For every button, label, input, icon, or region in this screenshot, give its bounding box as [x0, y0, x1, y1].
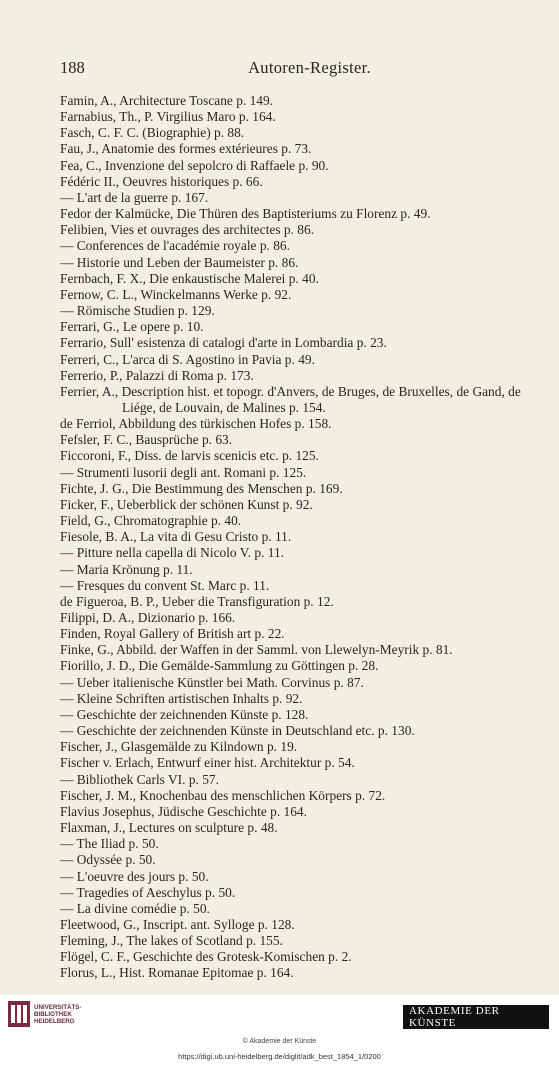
- index-entry: Fau, J., Anatomie des formes extérieures p. 73.: [60, 141, 312, 157]
- index-entry: Fédéric II., Oeuvres historiques p. 66.: [60, 173, 263, 189]
- index-entry: Fleming, J., The lakes of Scotland p. 155.: [60, 933, 283, 949]
- index-entry: Field, G., Chromatographie p. 40.: [60, 513, 242, 529]
- index-entry: — Geschichte der zeichnenden Künste in Deutschland etc. p. 130.: [60, 723, 415, 739]
- index-entry: — L'art de la guerre p. 167.: [60, 189, 209, 205]
- logo-line: UNIVERSITÄTS-: [34, 1003, 82, 1011]
- index-entry: Finden, Royal Gallery of British art p. 22.: [60, 626, 285, 642]
- index-entry: — Historie und Leben der Baumeister p. 86.: [60, 254, 299, 270]
- index-entry: Flögel, C. F., Geschichte des Grotesk-Komischen p. 2.: [60, 949, 352, 965]
- index-entry: Fernow, C. L., Winckelmanns Werke p. 92.: [60, 286, 292, 302]
- index-entry: Ferrari, G., Le opere p. 10.: [60, 319, 204, 335]
- akademie-logo-text: AKADEMIE DER KÜNSTE: [402, 1003, 550, 1031]
- library-logo-icon: [8, 1001, 30, 1027]
- index-entry: Fichte, J. G., Die Bestimmung des Menschen p. 169.: [60, 480, 343, 496]
- index-entry: — Fresques du convent St. Marc p. 11.: [60, 577, 270, 593]
- index-entry: — La divine comédie p. 50.: [60, 900, 210, 916]
- index-entry: Fernbach, F. X., Die enkaustische Malerei p. 40.: [60, 270, 319, 286]
- index-entry: Florus, L., Hist. Romanae Epitomae p. 164.: [60, 965, 294, 981]
- index-entry: Fedor der Kalmücke, Die Thüren des Baptisteriums zu Florenz p. 49.: [60, 206, 431, 222]
- index-entry: Ferrario, Sull' esistenza di catalogi d'arte in Lombardia p. 23.: [60, 335, 387, 351]
- index-entry: — The Iliad p. 50.: [60, 836, 159, 852]
- index-entry: Famin, A., Architecture Toscane p. 149.: [60, 93, 274, 108]
- logo-line: HEIDELBERG: [34, 1017, 75, 1025]
- index-entry: — Maria Krönung p. 11.: [60, 561, 193, 577]
- index-entry: Ferrerio, P., Palazzi di Roma p. 173.: [60, 367, 254, 383]
- index-entry: Ficker, F., Ueberblick der schönen Kunst p. 92.: [60, 496, 313, 512]
- index-entry: — L'oeuvre des jours p. 50.: [60, 868, 209, 884]
- running-title: Autoren-Register.: [248, 58, 371, 77]
- index-entry: — Römische Studien p. 129.: [60, 303, 215, 319]
- index-entry: Fiesole, B. A., La vita di Gesu Cristo p. 11.: [60, 529, 292, 545]
- index-entry: Fefsler, F. C., Bausprüche p. 63.: [60, 432, 233, 448]
- index-entry: Ferreri, C., L'arca di S. Agostino in Pavia p. 49.: [60, 351, 315, 367]
- page-header: [60, 58, 499, 80]
- index-entry: Farnabius, Th., P. Virgilius Maro p. 164.: [60, 109, 276, 125]
- index-entry: Ferrier, A., Description hist. et topogr. d'Anvers, de Bruges, de Bruxelles, de Gand, de Liége, de Louvain, de Malines p. 154.: [60, 383, 521, 415]
- index-entry: — Strumenti lusorii degli ant. Romani p. 125.: [60, 464, 307, 480]
- index-entry: Flaxman, J., Lectures on sculpture p. 48.: [60, 820, 278, 836]
- index-entry: — Kleine Schriften artistischen Inhalts p. 92.: [60, 690, 303, 706]
- logo-line: BIBLIOTHEK: [34, 1010, 72, 1018]
- akademie-logo[interactable]: [402, 1005, 550, 1029]
- index-entry: — Bibliothek Carls VI. p. 57.: [60, 771, 219, 787]
- index-entry: Flavius Josephus, Jüdische Geschichte p. 164.: [60, 803, 307, 819]
- index-entry: Fischer v. Erlach, Entwurf einer hist. Architektur p. 54.: [60, 755, 355, 771]
- copyright-notice: © Akademie der Künste: [242, 1038, 317, 1045]
- index-entry: Fischer, J., Glasgemälde zu Kilndown p. 19.: [60, 739, 298, 755]
- library-logo-text: [34, 1004, 81, 1025]
- index-entry: Fiorillo, J. D., Die Gemälde-Sammlung zu Göttingen p. 28.: [60, 658, 379, 674]
- index-entry: — Pitture nella capella di Nicolo V. p. 11.: [60, 545, 285, 561]
- index-entry: — Ueber italienische Künstler bei Math. Corvinus p. 87.: [60, 674, 364, 690]
- index-entry: — Odyssée p. 50.: [60, 852, 156, 868]
- index-entry: de Figueroa, B. P., Ueber die Transfiguration p. 12.: [60, 593, 334, 609]
- index-entries: [60, 93, 551, 982]
- index-entry: Felibien, Vies et ouvrages des architectes p. 86.: [60, 222, 315, 238]
- index-entry: Finke, G., Abbild. der Waffen in der Samml. von Llewelyn-Meyrik p. 81.: [60, 642, 453, 658]
- index-entry: de Ferriol, Abbildung des türkischen Hofes p. 158.: [60, 416, 332, 432]
- page-number: 188: [60, 58, 85, 77]
- index-entry: Fischer, J. M., Knochenbau des menschlichen Körpers p. 72.: [60, 787, 386, 803]
- index-entry: Ficcoroni, F., Diss. de larvis scenicis etc. p. 125.: [60, 448, 319, 464]
- index-entry: Fasch, C. F. C. (Biographie) p. 88.: [60, 125, 245, 141]
- index-entry: Fea, C., Invenzione del sepolcro di Raffaele p. 90.: [60, 157, 329, 173]
- index-entry: — Tragedies of Aeschylus p. 50.: [60, 884, 236, 900]
- index-entry: Fleetwood, G., Inscript. ant. Sylloge p. 128.: [60, 916, 295, 932]
- index-entry: — Conferences de l'académie royale p. 86.: [60, 238, 290, 254]
- permalink-url[interactable]: https://digi.ub.uni-heidelberg.de/diglit/adk_best_1854_1/0200: [178, 1052, 381, 1061]
- index-entry: Filippi, D. A., Dizionario p. 166.: [60, 610, 236, 625]
- index-entry: — Geschichte der zeichnenden Künste p. 128.: [60, 706, 309, 722]
- university-library-logo[interactable]: [8, 1001, 81, 1027]
- viewer-footer: [0, 995, 559, 1065]
